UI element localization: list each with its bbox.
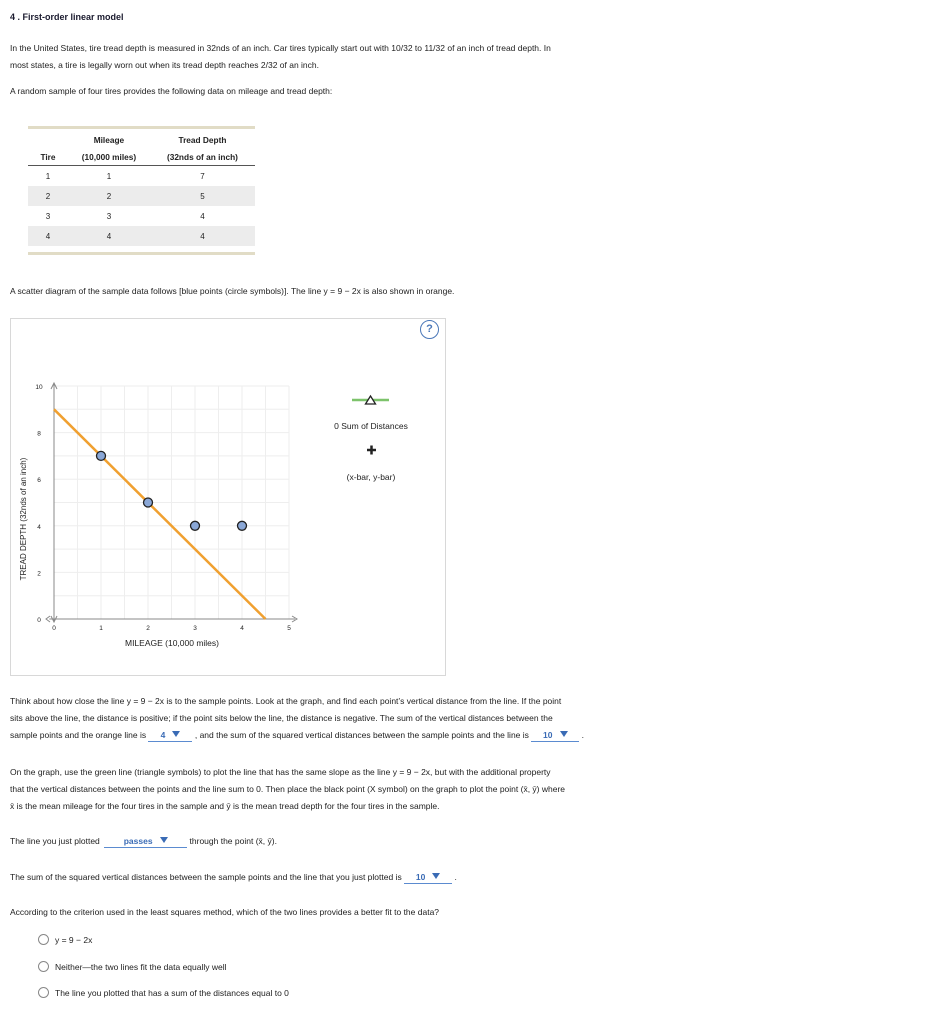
sum-distances-dropdown[interactable] (148, 730, 192, 742)
x-tick-label: 1 (99, 625, 103, 632)
mean-point-label: (x-bar, y-bar) (346, 472, 396, 482)
question-text: The sum of the squared vertical distances between the sample points and the line that you just plotted is (10, 872, 402, 882)
dropdown-value: 4 (160, 730, 166, 740)
dropdown-value: 10 (415, 872, 426, 882)
table-row (28, 186, 255, 206)
question-text: . (454, 872, 457, 882)
table-cell: 3 (45, 211, 51, 221)
y-tick-label: 2 (37, 570, 41, 578)
question-line: Think about how close the line y = 9 − 2x is to the sample points. Look at the graph, and find each point’s vertical distance from the line. If the point (10, 696, 562, 706)
plus-icon (367, 446, 376, 455)
passes-dropdown[interactable] (104, 836, 187, 848)
table-row (28, 206, 255, 226)
chevron-down-icon (560, 731, 568, 737)
question-line (10, 727, 685, 744)
table-cell: 1 (106, 171, 112, 181)
question-line: that the vertical distances between the points and the line sum to 0. Then place the black point (X symbol) on the graph to plot the point (x̄, ȳ) where (10, 784, 566, 794)
question-2 (10, 764, 685, 815)
data-point (238, 521, 247, 530)
radio-label: The line you plotted that has a sum of the distances equal to 0 (55, 988, 289, 998)
scatter-caption: A scatter diagram of the sample data follows [blue points (circle symbols)]. The line y = 9 − 2x is also shown in orange. (10, 286, 455, 296)
intro-line: In the United States, tire tread depth is measured in 32nds of an inch. Car tires typically start out with 10/32 to 11/32 of an inch of tread depth. In (10, 43, 551, 53)
chart-ticks (35, 384, 291, 632)
table-rule (28, 252, 255, 255)
x-tick-label: 3 (193, 625, 197, 632)
table-cell: 5 (150, 186, 255, 206)
chevron-down-icon (172, 731, 180, 737)
table-cell: 3 (106, 211, 112, 221)
help-icon[interactable]: ? (420, 320, 439, 339)
table-cell: 4 (150, 226, 255, 246)
y-tick-label: 8 (37, 430, 41, 438)
y-tick-label: 0 (37, 617, 41, 624)
chart-marks (54, 409, 266, 619)
question-text: through the point (x̄, ȳ). (189, 836, 277, 846)
x-axis-label: MILEAGE (10,000 miles) (124, 638, 220, 648)
data-point (191, 521, 200, 530)
question-5-prompt: According to the criterion used in the least squares method, which of the two lines provides a better fit to the data? (10, 907, 440, 917)
table-cell: 7 (200, 171, 205, 181)
table-cell: 2 (68, 186, 150, 206)
question-text: The line you just plotted (10, 836, 100, 846)
table-header (28, 129, 68, 149)
y-axis-label: TREAD DEPTH (32nds of an inch) (19, 457, 28, 581)
radio-label: y = 9 − 2x (55, 935, 93, 945)
chevron-down-icon (432, 873, 440, 879)
intro-line: A random sample of four tires provides the following data on mileage and tread depth: (10, 86, 333, 96)
question-line: x̄ is the mean mileage for the four tires in the sample and ȳ is the mean tread depth for the four tires in the sample. (10, 801, 440, 811)
question-text: , and the sum of the squared vertical distances between the sample points and the line is (194, 730, 529, 740)
y-tick-label: 6 (37, 477, 41, 485)
table-header: Tire (28, 149, 68, 166)
graph-panel (10, 318, 446, 676)
sum-squared-dropdown[interactable] (531, 730, 579, 742)
question-line: sits above the line, the distance is positive; if the point sits below the line, the distance is negative. The sum of the vertical distances between the (10, 713, 553, 723)
scatter-chart[interactable] (11, 319, 445, 675)
question-1 (10, 693, 685, 744)
intro-line: most states, a tire is legally worn out when its tread depth reaches 2/32 of an inch. (10, 60, 320, 70)
radio-label: Neither—the two lines fit the data equally well (55, 962, 227, 972)
table-row (28, 226, 255, 246)
green-line-tool[interactable] (352, 396, 389, 404)
table-cell: 4 (200, 211, 205, 221)
sum-distances-label: 0 Sum of Distances (334, 421, 408, 431)
table-cell: 4 (28, 226, 68, 246)
radio-option[interactable] (38, 934, 92, 945)
data-point (144, 498, 153, 507)
x-tick-label: 2 (146, 625, 150, 632)
radio-button[interactable] (38, 961, 49, 972)
question-line: On the graph, use the green line (triangle symbols) to plot the line that has the same slope as the line y = 9 − 2x, but with the additional property (10, 767, 551, 777)
table-header: (10,000 miles) (68, 149, 150, 166)
question-3 (10, 833, 685, 850)
x-tick-label: 4 (240, 625, 244, 632)
radio-button[interactable] (38, 987, 49, 998)
question-text: sample points and the orange line is (10, 730, 147, 740)
table-row (28, 166, 255, 187)
radio-button[interactable] (38, 934, 49, 945)
dropdown-value: passes (123, 836, 153, 846)
question-4 (10, 869, 685, 886)
data-table (28, 126, 255, 255)
question-title: 4 . First-order linear model (10, 12, 124, 22)
orange-line (54, 409, 266, 619)
green-line-squared-dropdown[interactable] (404, 872, 452, 884)
x-tick-label: 5 (287, 625, 291, 632)
table-cell: 2 (28, 186, 68, 206)
y-tick-label: 4 (37, 523, 41, 531)
table-header: Mileage (93, 135, 125, 145)
dropdown-value: 10 (543, 730, 553, 740)
y-tick-label: 10 (35, 384, 43, 391)
table-cell: 1 (45, 171, 51, 181)
table-cell: 4 (68, 226, 150, 246)
chevron-down-icon (160, 837, 168, 843)
radio-option[interactable] (38, 961, 227, 972)
table-header: (32nds of an inch) (150, 149, 255, 166)
question-text: . (581, 730, 585, 740)
table-header: Tread Depth (178, 135, 227, 145)
intro-text (10, 40, 685, 74)
chart-grid (54, 386, 289, 619)
mean-point-tool[interactable] (367, 446, 376, 455)
x-tick-label: 0 (52, 625, 56, 632)
radio-option[interactable] (38, 987, 289, 998)
data-point (97, 451, 106, 460)
